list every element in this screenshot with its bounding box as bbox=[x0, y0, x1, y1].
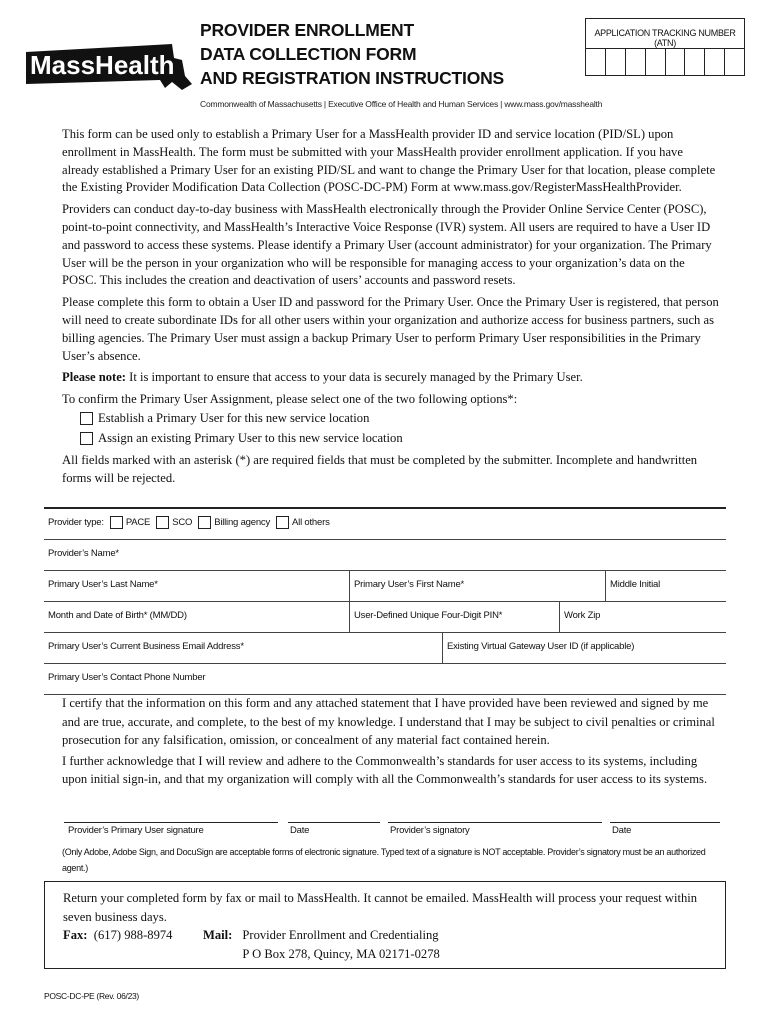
sco-checkbox[interactable] bbox=[156, 516, 169, 529]
first-name-field[interactable]: Primary User’s First Name* bbox=[349, 571, 605, 601]
mail-line-1: Provider Enrollment and Credentialing bbox=[242, 928, 439, 943]
last-name-field[interactable]: Primary User’s Last Name* bbox=[48, 579, 158, 590]
atn-digit-box[interactable] bbox=[725, 49, 744, 76]
intro-body bbox=[62, 126, 722, 492]
form-title bbox=[200, 18, 504, 90]
title-line-3: AND REGISTRATION INSTRUCTIONS bbox=[200, 68, 505, 88]
sco-label: SCO bbox=[172, 517, 193, 528]
date1-label: Date bbox=[290, 825, 310, 836]
billing-agency-label: Billing agency bbox=[214, 517, 271, 528]
option-assign-label: Assign an existing Primary User to this new service location bbox=[98, 431, 403, 446]
providers-name-row[interactable] bbox=[44, 540, 726, 571]
certification-paragraph-2: I further acknowledge that I will review and adhere to the Commonwealth’s standards for user access to its systems, including upon initial sign-in, and that my organization will comply with all the Commonwealth’s standards for user access to its systems. bbox=[62, 753, 708, 787]
agency-subline: Commonwealth of Massachusetts | Executive Office of Health and Human Services | www.mass.gov/masshealth bbox=[200, 99, 603, 109]
atn-digit-box[interactable] bbox=[666, 49, 686, 76]
required-fields-text: All fields marked with an asterisk (*) are required fields that must be completed by the submitter. Incomplete and handwritten forms will be rejected. bbox=[62, 452, 698, 485]
primary-signature-label: Provider’s Primary User signature bbox=[68, 825, 204, 836]
provider-type-row bbox=[44, 507, 726, 540]
all-others-label: All others bbox=[292, 517, 330, 528]
pace-checkbox[interactable] bbox=[110, 516, 123, 529]
mail-line-2: P O Box 278, Quincy, MA 02171-0278 bbox=[242, 946, 440, 961]
primary-signature-line[interactable] bbox=[64, 822, 278, 824]
logo-text: MassHealth bbox=[30, 50, 175, 80]
certification-paragraph-1: I certify that the information on this form and any attached statement that I have provided have been reviewed and signed by me and are true, accurate, and complete, to the best of my knowledge. I understand that I may be subject to civil penalties or criminal prosecution for any falsification, omission, or concealment of any material fact contained herein. bbox=[62, 696, 715, 748]
middle-initial-field[interactable]: Middle Initial bbox=[605, 571, 726, 601]
option-establish[interactable] bbox=[80, 409, 722, 429]
option-establish-checkbox[interactable] bbox=[80, 412, 93, 425]
phone-field[interactable]: Primary User’s Contact Phone Number bbox=[48, 672, 206, 683]
provider-signatory-line[interactable] bbox=[388, 822, 602, 824]
provider-signatory-label: Provider’s signatory bbox=[390, 825, 470, 836]
providers-name-field[interactable]: Provider’s Name* bbox=[48, 548, 119, 559]
atn-digit-box[interactable] bbox=[685, 49, 705, 76]
signature-note: (Only Adobe, Adobe Sign, and DocuSign are acceptable forms of electronic signature. Typed text of a signature is NOT acceptable. Provider’s signatory must be an authorized agent.) bbox=[62, 847, 706, 873]
note-text: It is important to ensure that access to your data is securely managed by the Primary User. bbox=[129, 370, 583, 385]
atn-digit-box[interactable] bbox=[586, 49, 606, 76]
atn-digit-box[interactable] bbox=[606, 49, 626, 76]
atn-digit-box[interactable] bbox=[646, 49, 666, 76]
email-row bbox=[44, 633, 726, 664]
all-others-checkbox[interactable] bbox=[276, 516, 289, 529]
title-line-1: PROVIDER ENROLLMENT bbox=[200, 20, 414, 40]
atn-box bbox=[585, 18, 745, 76]
fax-block bbox=[63, 926, 203, 963]
fax-number: (617) 988-8974 bbox=[93, 928, 173, 943]
option-assign-checkbox[interactable] bbox=[80, 432, 93, 445]
certification bbox=[62, 694, 722, 791]
pace-label: PACE bbox=[125, 517, 151, 528]
atn-digit-boxes[interactable] bbox=[586, 49, 744, 76]
intro-paragraph-2: Providers can conduct day-to-day business with MassHealth electronically through the Provider Online Service Center (POSC), point-to-point connectivity, and MassHealth’s Interactive Voice Response (IVR) system. All users are required to have a User ID and password to access these systems. Please identify a Primary User (account administrator) for your organization. The Primary User will be the person in your organization who will be responsible for managing access to your organization’s data on the POSC. This includes the creation and deactivation of users’ accounts and password resets. bbox=[62, 202, 712, 288]
title-line-2: DATA COLLECTION FORM bbox=[200, 44, 417, 64]
note-label: Please note: bbox=[62, 370, 126, 385]
billing-agency-checkbox[interactable] bbox=[198, 516, 211, 529]
provider-type-label: Provider type: bbox=[48, 517, 104, 528]
name-row bbox=[44, 571, 726, 602]
atn-digit-box[interactable] bbox=[626, 49, 646, 76]
fax-label: Fax: bbox=[63, 928, 88, 943]
date2-line[interactable] bbox=[610, 822, 720, 824]
enrollment-form bbox=[44, 507, 726, 695]
atn-label: APPLICATION TRACKING NUMBER (ATN) bbox=[586, 19, 744, 49]
return-instructions-box bbox=[44, 881, 726, 969]
dob-field[interactable]: Month and Date of Birth* (MM/DD) bbox=[48, 610, 187, 621]
date1-line[interactable] bbox=[288, 822, 380, 824]
gateway-id-field[interactable]: Existing Virtual Gateway User ID (if applicable) bbox=[442, 633, 726, 663]
contact-row bbox=[63, 926, 707, 963]
email-field[interactable]: Primary User’s Current Business Email Address* bbox=[48, 641, 244, 652]
dob-row bbox=[44, 602, 726, 633]
confirm-text: To confirm the Primary User Assignment, please select one of the two following options*: bbox=[62, 392, 518, 407]
atn-digit-box[interactable] bbox=[705, 49, 725, 76]
date2-label: Date bbox=[612, 825, 632, 836]
phone-row[interactable] bbox=[44, 664, 726, 695]
option-establish-label: Establish a Primary User for this new service location bbox=[98, 411, 370, 426]
form-revision: POSC-DC-PE (Rev. 06/23) bbox=[44, 991, 139, 1001]
return-text: Return your completed form by fax or mail to MassHealth. It cannot be emailed. MassHealth will process your request within seven business days. bbox=[63, 891, 698, 924]
intro-paragraph-1: This form can be used only to establish a Primary User for a MassHealth provider ID and service location (PID/SL) upon enrollment in MassHealth. The form must be submitted with your MassHealth provider enrollment application. If you have already established a Primary User for an existing PID/SL and want to change the Primary User for that location, please complete the Existing Provider Modification Data Collection (POSC-DC-PM) Form at www.mass.gov/RegisterMassHealthProvider. bbox=[62, 127, 716, 195]
pin-field[interactable]: User-Defined Unique Four-Digit PIN* bbox=[349, 602, 559, 632]
note-paragraph bbox=[62, 369, 722, 387]
intro-paragraph-3: Please complete this form to obtain a User ID and password for the Primary User. Once the Primary User is registered, that person will need to create subordinate IDs for all other users within your organization and authorize access for business partners, such as billing agencies. The Primary User must assign a backup Primary User to perform Primary User responsibilities in the Primary User’s absence. bbox=[62, 295, 719, 363]
work-zip-field[interactable]: Work Zip bbox=[559, 602, 726, 632]
masshealth-logo bbox=[22, 32, 192, 110]
mail-block bbox=[203, 926, 440, 963]
mail-label: Mail: bbox=[203, 928, 233, 943]
option-assign[interactable] bbox=[80, 429, 722, 449]
